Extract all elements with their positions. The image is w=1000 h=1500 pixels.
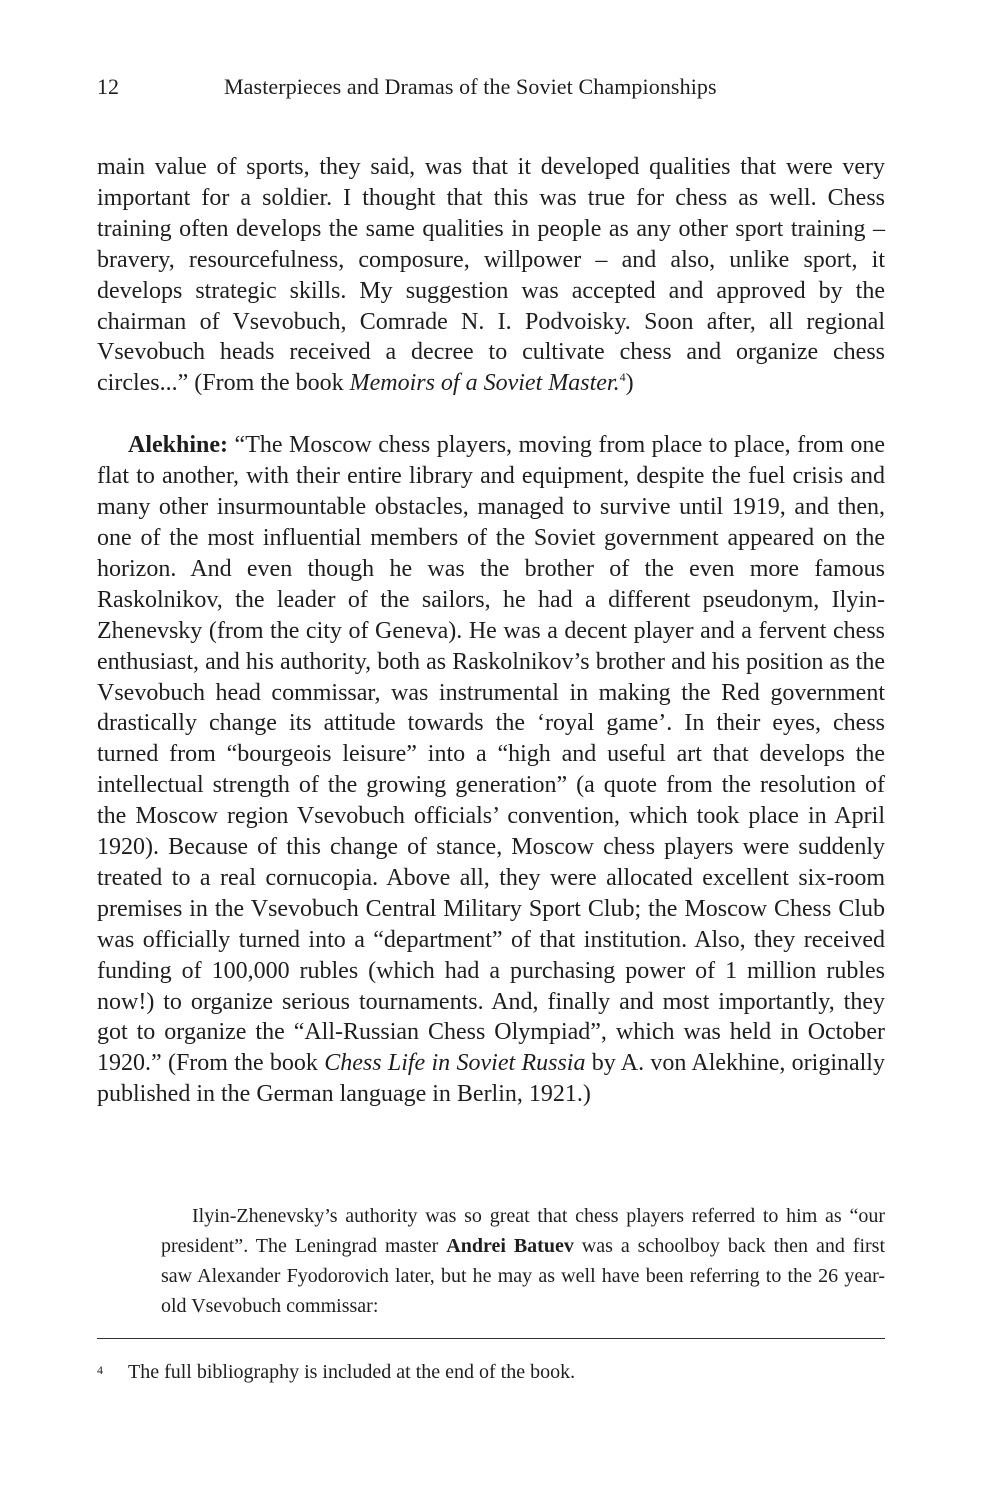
footnote-divider xyxy=(97,1338,885,1339)
commentary-text: Ilyin-Zhenevsky’s authority was so great that chess players referred to him as “our president”. The Leningrad master xyxy=(161,1205,885,1257)
paragraph-alekhine xyxy=(97,430,885,1110)
indented-commentary xyxy=(161,1201,885,1321)
main-text xyxy=(97,152,885,1110)
book-title: Chess Life in Soviet Russia xyxy=(324,1050,586,1077)
footnote-text: The full bibliography is included at the end of the book. xyxy=(128,1361,576,1383)
paragraph-tail: by A. von Alekhine, originally published in the German language in Berlin, 1921.) xyxy=(97,1050,885,1108)
running-title: Masterpieces and Dramas of the Soviet Championships xyxy=(224,74,717,99)
commentary-paragraph xyxy=(161,1201,885,1321)
closing-paren: ) xyxy=(625,370,634,397)
book-title: Memoirs of a Soviet Master. xyxy=(349,370,620,397)
speaker-label: Alekhine: xyxy=(128,432,229,459)
paragraph-text: “The Moscow chess players, moving from place to place, from one flat to another, with their entire library and equipment, despite the fuel crisis and many other insurmountable obstacles, managed to survive until 1919, and then, one of the most influential members of the Soviet government appeared on the horizon. And even though he was the brother of the even more famous Raskolnikov, the leader of the sailors, he had a different pseudonym, Ilyin-Zhenevsky (from the city of Geneva). He was a decent player and a fervent chess enthusiast, and his authority, both as Raskolnikov’s brother and his position as the Vsevobuch head commissar, was instrumental in making the Red government drastically change its attitude towards the ‘royal game’. In their eyes, chess turned from “bourgeois leisure” into a “high and useful art that develops the intellectual strength of the growing generation” (a quote from the resolution of the Moscow region Vsevobuch officials’ convention, which took place in April 1920). Because of this change of stance, Moscow chess players were suddenly treated to a real cornucopia. Above all, they were allocated excellent six-room premises in the Vsevobuch Central Military Sport Club; the Moscow Chess Club was officially turned into a “department” of that institution. Also, they received funding of 100,000 rubles (which had a purchasing power of 1 million rubles now!) to organize serious tournaments. And, finally and most importantly, they got to organize the “All-Russian Chess Olympiad”, which was held in October 1920.” (From the book xyxy=(97,432,885,1077)
page-header xyxy=(97,74,887,108)
paragraph-continued xyxy=(97,152,885,399)
footnote-number: 4 xyxy=(97,1363,103,1377)
person-name: Andrei Batuev xyxy=(446,1235,574,1257)
footnote-reference[interactable]: 4 xyxy=(619,370,626,385)
page-number: 12 xyxy=(97,74,119,99)
paragraph-text: main value of sports, they said, was that it developed qualities that were very important for a soldier. I thought that this was true for chess as well. Chess training often develops the same qualities in people as any other sport training – bravery, resourcefulness, composure, willpower – and also, unlike sport, it develops strategic skills. My suggestion was accepted and approved by the chairman of Vsevobuch, Comrade N. I. Podvoisky. Soon after, all regional Vsevobuch heads received a decree to cultivate chess and organize chess circles...” (From the book xyxy=(97,154,885,397)
commentary-text-end: was a schoolboy back then and first saw Alexander Fyodorovich later, but he may as well have been referring to the 26 year-old Vsevobuch commissar: xyxy=(161,1235,886,1317)
